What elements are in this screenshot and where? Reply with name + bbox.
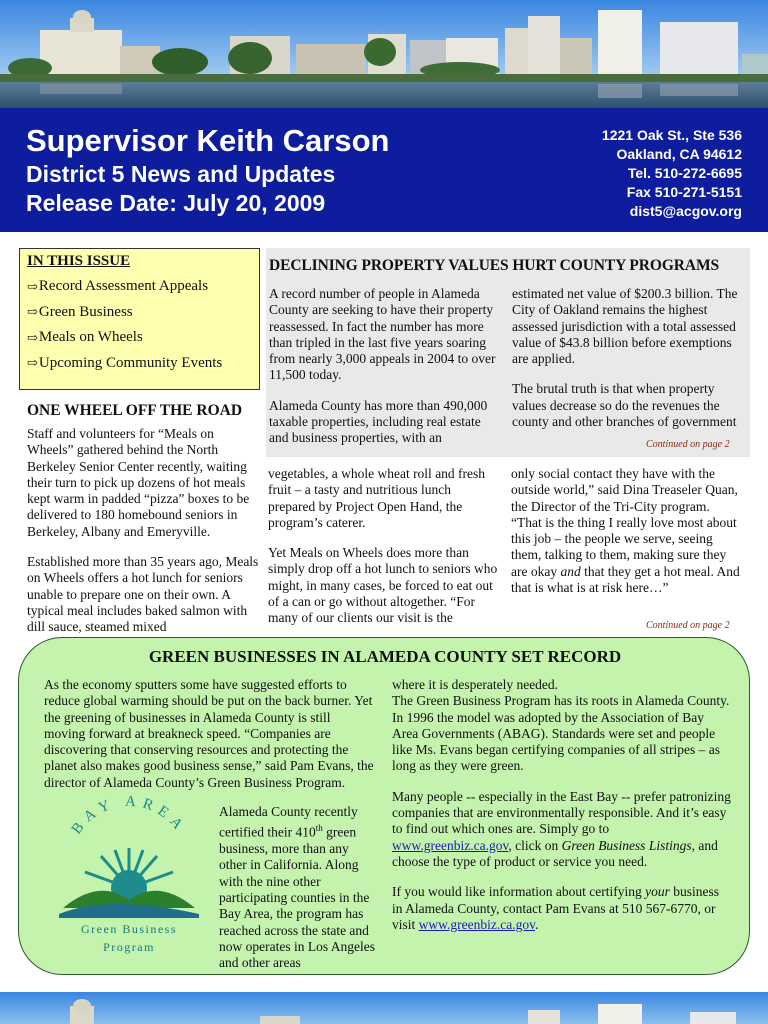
text-run: Many people -- especially in the East Bay -- prefer patronizing companies that are environmentally responsible. And it’s easy to find out which ones are. Simply go to <box>392 788 731 837</box>
issue-item-label: Upcoming Community Events <box>38 354 223 371</box>
property-column-right <box>512 286 744 444</box>
contact-fax: Fax 510-271-5151 <box>626 184 742 200</box>
issue-item-label: Meals on Wheels <box>38 329 143 346</box>
green-column-2 <box>219 804 379 985</box>
contact-address: 1221 Oak St., Ste 536 <box>601 127 742 143</box>
text-run: business in Alameda County, contact Pam Evans at 510 567-6770, or visit <box>392 884 719 932</box>
skyline-banner-bottom <box>0 992 768 1024</box>
contact-city: Oakland, CA 94612 <box>616 146 742 162</box>
paragraph: A record number of people in Alameda County are seeking to have their property reassessed. In fact the number has more than tripled in the last five years soaring from nearly 3,000 appeals in 2004 to over 11,500 today. <box>269 286 496 383</box>
paragraph: where it is desperately needed. <box>392 677 559 692</box>
newsletter-subtitle: District 5 News and Updates <box>26 161 336 187</box>
paragraph: The brutal truth is that when property values decrease so do the revenues the county and other branches of government <box>512 381 737 430</box>
text-run: , click on <box>508 837 562 853</box>
greenbiz-link[interactable]: www.greenbiz.ca.gov <box>418 916 535 932</box>
property-values-article <box>266 248 750 457</box>
issue-item-label: Green Business <box>38 303 133 320</box>
issue-item-meals-on-wheels[interactable] <box>27 325 252 351</box>
wheel-column-3 <box>511 466 743 610</box>
text-run: If you would like information about certifying <box>392 884 646 900</box>
logo-line-1: Green Business <box>81 922 177 936</box>
wheel-column-1 <box>27 426 261 636</box>
property-column-left <box>269 286 501 461</box>
newsletter-header <box>0 108 768 232</box>
green-column-1 <box>44 677 374 805</box>
paragraph: estimated net value of $200.3 billion. The City of Oakland remains the highest assessed jurisdiction with a total assessed value of $43.8 billion before exemptions are applied. <box>512 286 738 367</box>
paragraph <box>511 466 743 596</box>
emphasis: and <box>560 563 581 579</box>
paragraph: Staff and volunteers for “Meals on Wheels” gathered behind the North Berkeley Senior Center recently, waiting their turn to pick up dozens of hot meals kept warm in padded “pizza” boxes to be delivered to 180 homebound seniors in Berkeley, Albany and Emeryville. <box>27 426 250 539</box>
text-run: only social contact they have with the outside world,” said Dina Treaseler Quan, the Director of the Tri-City program. “That is the thing I really love most about this job – the people we serve, seeing them, talking to them, making sure they are okay <box>511 466 738 579</box>
paragraph: As the economy sputters some have suggested efforts to reduce global warming should be put on the back burner. Yet the greening of businesses in Alameda County is still moving forward at breakneck speed. “Companies are discovering that conserving resources and protecting the planet also makes good business sense,” said Pam Evans, the director of Alameda County’s Green Business Program. <box>44 677 374 790</box>
issue-item-community-events[interactable] <box>27 351 252 377</box>
paragraph: Established more than 35 years ago, Meals on Wheels offers a hot lunch for seniors unable to prepare one on their own. A typical meal includes baked salmon with dill sauce, steamed mixed <box>27 554 259 635</box>
in-this-issue-heading: IN THIS ISSUE <box>27 253 131 269</box>
contact-info <box>602 126 742 221</box>
green-business-logo <box>49 796 209 956</box>
paragraph: vegetables, a whole wheat roll and fresh fruit – a tasty and nutritious lunch prepared by Project Open Hand, the program’s caterer. <box>268 466 486 530</box>
text-run: that they get a hot meal. And that is what is at risk here…” <box>511 563 740 596</box>
wheel-column-2 <box>268 466 498 641</box>
paragraph <box>219 804 379 971</box>
superscript: th <box>315 823 323 834</box>
continued-note: Continued on page 2 <box>646 620 730 631</box>
in-this-issue-box <box>19 248 260 390</box>
svg-text:BAY AREA: BAY AREA <box>68 796 190 838</box>
arrow-right-icon: ⇨ <box>27 355 38 371</box>
wheel-headline: ONE WHEEL OFF THE ROAD <box>27 402 243 419</box>
newsletter-title: Supervisor Keith Carson <box>26 123 390 158</box>
green-column-3 <box>392 677 732 947</box>
property-values-headline: DECLINING PROPERTY VALUES HURT COUNTY PROGRAMS <box>269 257 720 274</box>
arrow-right-icon: ⇨ <box>27 278 38 294</box>
contact-phone: Tel. 510-272-6695 <box>627 165 742 181</box>
continued-note: Continued on page 2 <box>646 439 730 450</box>
green-business-headline: GREEN BUSINESSES IN ALAMEDA COUNTY SET RECORD <box>148 647 622 666</box>
text-run: . <box>534 916 539 932</box>
emphasis: Green Business Listings <box>561 837 692 853</box>
paragraph <box>392 789 732 870</box>
skyline-banner-top <box>0 0 768 108</box>
arrow-right-icon: ⇨ <box>27 329 38 345</box>
arrow-right-icon: ⇨ <box>27 304 38 320</box>
green-business-box <box>18 637 750 975</box>
paragraph: Alameda County has more than 490,000 taxable properties, including real estate and business properties, with an <box>269 397 488 446</box>
text-run: green business, more than any other in California. Along with the nine other participating counties in the Bay Area, the program has reached across the state and now operates in Los Angeles and other areas <box>219 824 375 971</box>
greenbiz-link[interactable]: www.greenbiz.ca.gov <box>392 837 509 853</box>
paragraph: The Green Business Program has its roots in Alameda County. In 1996 the model was adopted by the Association of Bay Area Governments (ABAG). Standards were set and people like Ms. Evans began certifying companies of all stripes – as long as they were green. <box>392 693 730 774</box>
logo-line-2: Program <box>103 940 155 954</box>
issue-item-green-business[interactable] <box>27 300 252 326</box>
emphasis: your <box>645 884 670 900</box>
issue-item-label: Record Assessment Appeals <box>38 278 209 295</box>
text-run: Alameda County recently certified their 410 <box>219 804 358 840</box>
text-run: , and choose the type of product or service you need. <box>392 837 718 869</box>
issue-item-assessment[interactable] <box>27 274 252 300</box>
release-date: Release Date: July 20, 2009 <box>26 190 326 216</box>
paragraph <box>392 884 732 933</box>
contact-email[interactable]: dist5@acgov.org <box>629 203 742 219</box>
paragraph: Yet Meals on Wheels does more than simply drop off a hot lunch to seniors who might, in many cases, be forced to eat out of a can or go without altogether. “For many of our clients our visit is the <box>268 545 498 626</box>
